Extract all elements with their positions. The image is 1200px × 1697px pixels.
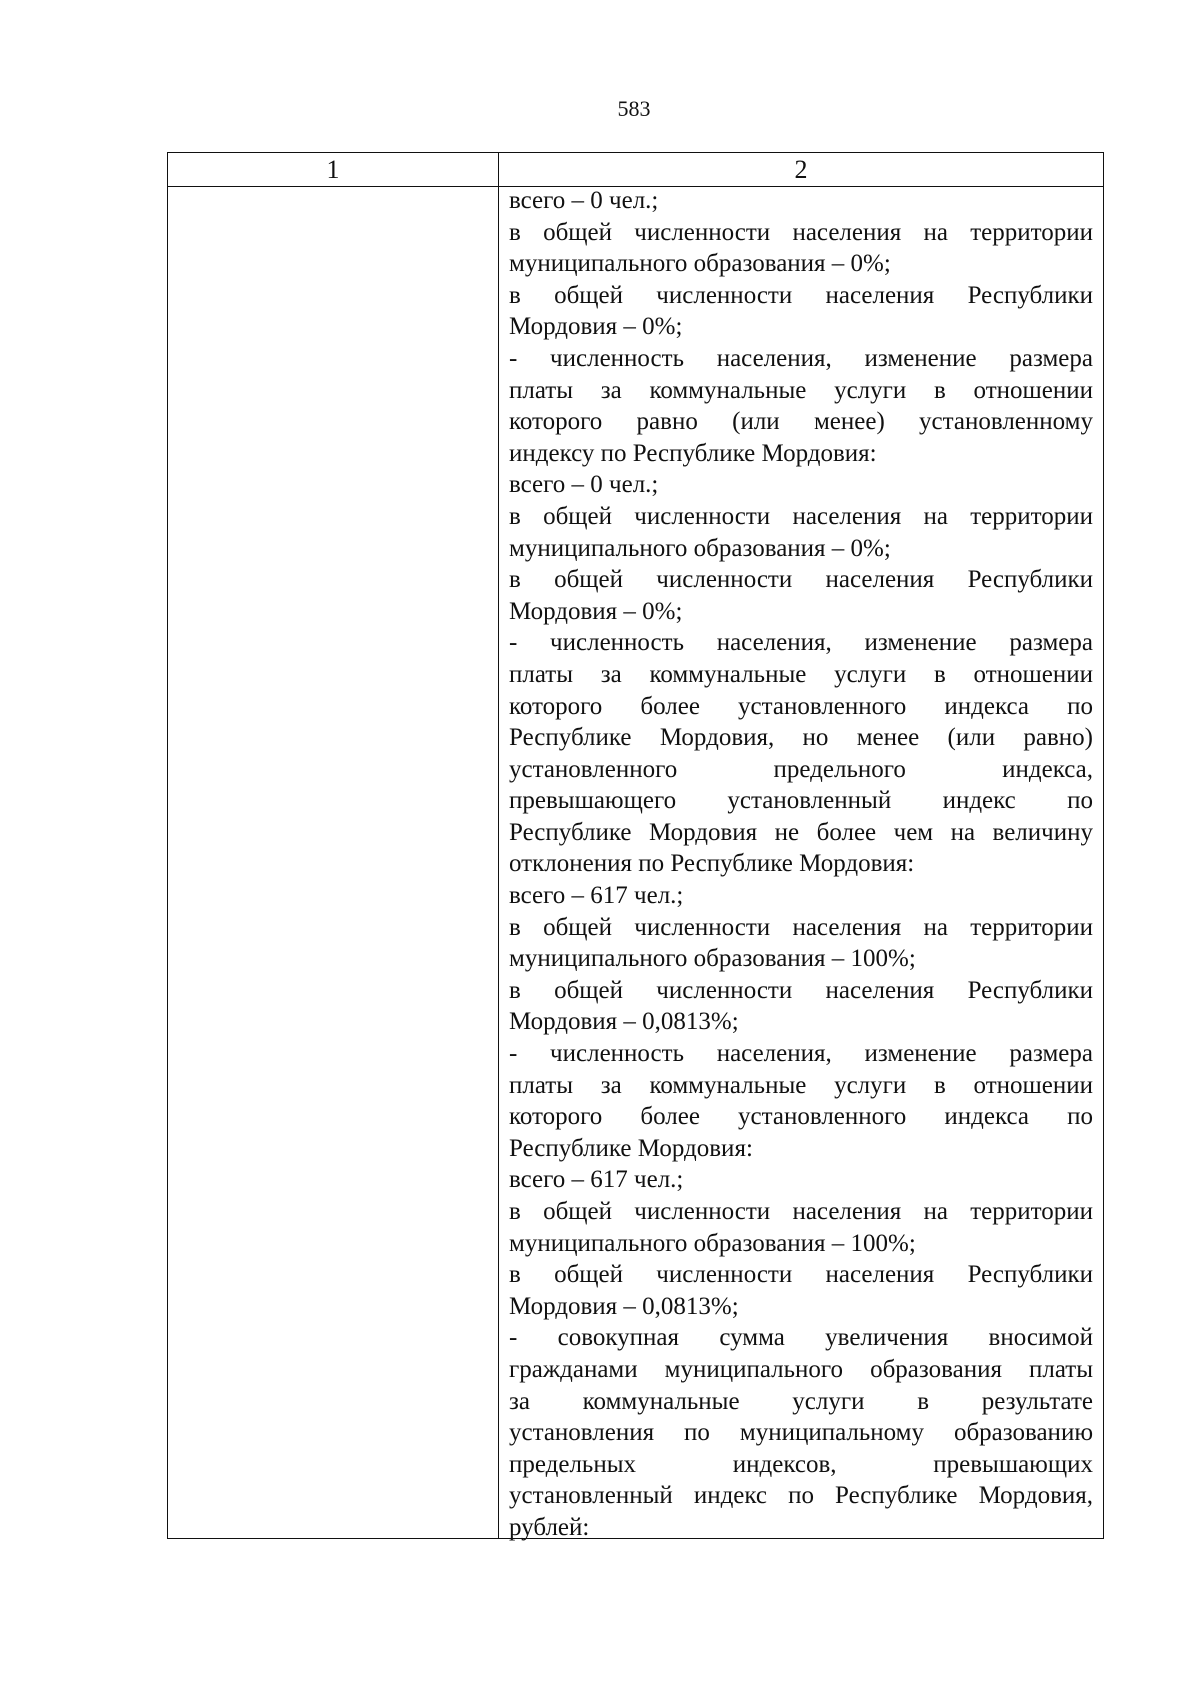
text-line: Республике Мордовия не более чем на величину <box>509 818 1093 846</box>
text-line: в общей численности населения на территории <box>509 913 1093 941</box>
column-divider <box>498 153 499 1538</box>
text-line: предельных индексов, превышающих <box>509 1450 1093 1478</box>
text-line: в общей численности населения Республики <box>509 976 1093 1004</box>
text-line: индексу по Республике Мордовия: <box>509 439 877 467</box>
text-line: муниципального образования – 100%; <box>509 1229 916 1257</box>
text-line: в общей численности населения Республики <box>509 1261 1093 1289</box>
text-line: установленного предельного индекса, <box>509 755 1093 783</box>
text-line: в общей численности населения на территории <box>509 502 1093 530</box>
text-line: платы за коммунальные услуги в отношении <box>509 1071 1093 1099</box>
text-line: которого равно (или менее) установленному <box>509 408 1093 436</box>
text-line: Мордовия – 0%; <box>509 313 683 341</box>
table-header-row <box>168 153 1103 187</box>
text-line: гражданами муниципального образования платы <box>509 1355 1093 1383</box>
text-line: платы за коммунальные услуги в отношении <box>509 660 1093 688</box>
table-cell-column-2 <box>509 185 1093 1544</box>
text-line: превышающего установленный индекс по <box>509 787 1093 815</box>
text-line: - численность населения, изменение размера <box>509 1040 1093 1068</box>
column-header-2: 2 <box>794 155 808 184</box>
text-line: Мордовия – 0,0813%; <box>509 1292 739 1320</box>
document-table <box>167 152 1104 1539</box>
column-header-1: 1 <box>326 155 340 184</box>
text-line: в общей численности населения на территории <box>509 1198 1093 1225</box>
text-line: платы за коммунальные услуги в отношении <box>509 376 1093 404</box>
text-line: которого более установленного индекса по <box>509 692 1093 720</box>
text-line: установления по муниципальному образованию <box>509 1419 1093 1447</box>
text-line: за коммунальные услуги в результате <box>509 1387 1093 1415</box>
text-line: установленный индекс по Республике Мордовия, <box>509 1482 1093 1510</box>
text-line: которого более установленного индекса по <box>509 1103 1093 1131</box>
text-line: отклонения по Республике Мордовия: <box>509 850 915 878</box>
table-cell-column-1 <box>168 187 498 1538</box>
text-line: - совокупная сумма увеличения вносимой <box>509 1324 1093 1352</box>
text-line: рублей: <box>509 1513 590 1541</box>
text-line: Мордовия – 0%; <box>509 597 683 625</box>
text-line: всего – 0 чел.; <box>509 187 659 214</box>
text-line: Республике Мордовия: <box>509 1134 753 1162</box>
page-number: 583 <box>617 96 651 121</box>
text-line: всего – 617 чел.; <box>509 882 684 910</box>
text-line: в общей численности населения Республики <box>509 281 1093 309</box>
text-line: всего – 0 чел.; <box>509 471 659 499</box>
text-line: в общей численности населения на территории <box>509 218 1093 246</box>
text-line: муниципального образования – 0%; <box>509 250 891 278</box>
text-line: муниципального образования – 0%; <box>509 534 891 562</box>
text-line: муниципального образования – 100%; <box>509 945 916 973</box>
text-line: - численность населения, изменение размера <box>509 629 1093 657</box>
text-line: Мордовия – 0,0813%; <box>509 1008 739 1036</box>
text-line: - численность населения, изменение размера <box>509 344 1093 372</box>
text-line: Республике Мордовия, но менее (или равно) <box>509 724 1093 752</box>
text-line: всего – 617 чел.; <box>509 1166 684 1194</box>
text-line: в общей численности населения Республики <box>509 566 1093 594</box>
